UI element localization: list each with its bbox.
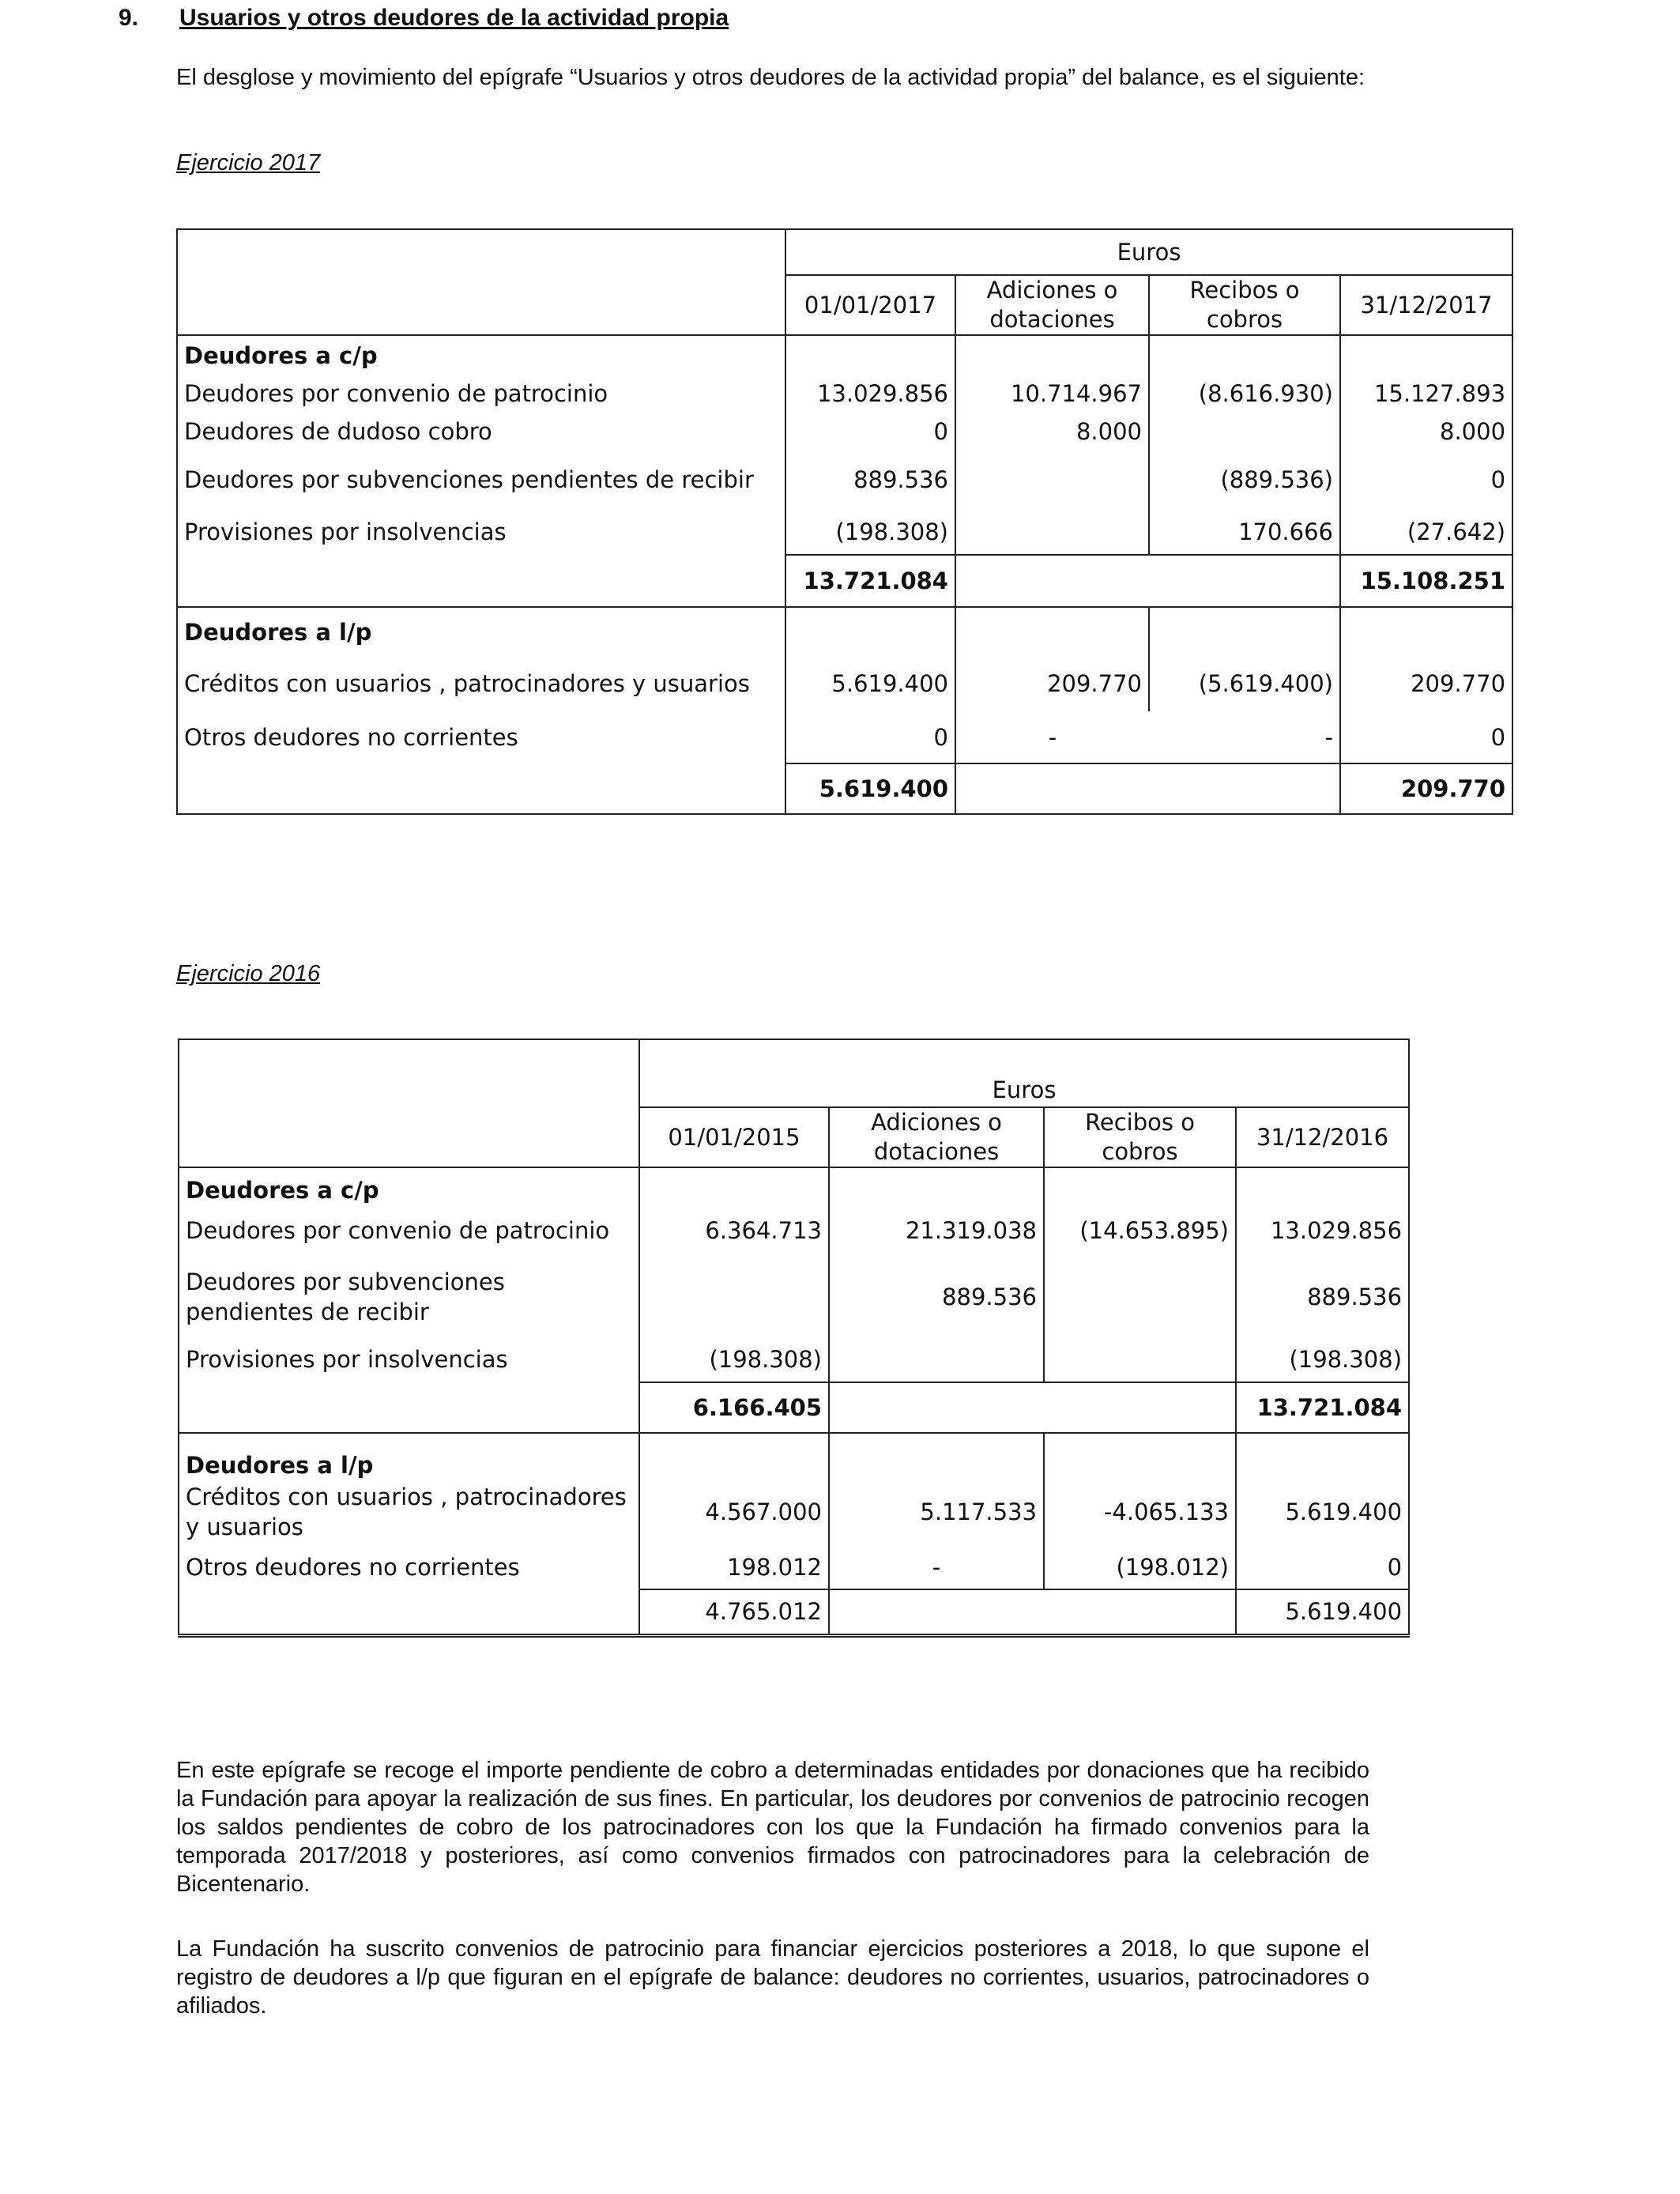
section-number: 9.	[119, 5, 139, 31]
cell: -	[932, 1553, 941, 1581]
row-label: Deudores de dudoso cobro	[177, 413, 785, 450]
cell: (5.619.400)	[1149, 656, 1340, 711]
table-row	[179, 1479, 1409, 1545]
row-label: Otros deudores no corrientes	[179, 1545, 639, 1589]
total-cell: 6.166.405	[639, 1382, 829, 1433]
cell: 0	[1236, 1545, 1409, 1589]
table-total-row	[179, 1589, 1409, 1635]
col-header-closing: 31/12/2017	[1340, 275, 1512, 335]
section-label-lp: Deudores a l/p	[179, 1433, 639, 1479]
cell: 5.619.400	[1236, 1479, 1409, 1545]
table-row	[177, 509, 1512, 555]
cell	[829, 1336, 1044, 1382]
section-title: Usuarios y otros deudores de la actividad propia	[179, 5, 729, 31]
currency-header: Euros	[785, 229, 1512, 275]
cell: -	[1149, 711, 1340, 763]
cell: 209.770	[955, 656, 1149, 711]
col-header-opening: 01/01/2015	[639, 1107, 829, 1167]
cell	[639, 1257, 829, 1336]
table-row	[179, 1257, 1409, 1336]
row-label: Créditos con usuarios , patrocinadores y usuarios	[179, 1479, 639, 1545]
table-row	[177, 656, 1512, 711]
cell: 15.127.893	[1340, 375, 1512, 413]
table-2016	[178, 1039, 1410, 1638]
closing-paragraph-1: En este epígrafe se recoge el importe pendiente de cobro a determinadas entidades por donaciones que ha recibido la Fundación para apoyar la realización de sus fines. En particular, los deudores por convenios de patrocinio recogen los saldos pendientes de cobro de los patrocinadores con los que la Fundación ha firmado convenios para la temporada 2017/2018 y posteriores, así como convenios firmados con patrocinadores para la celebración de Bicentenario.	[176, 1758, 1369, 1897]
col-header-opening: 01/01/2017	[785, 275, 955, 335]
cell: 0	[1340, 450, 1512, 509]
cell: 8.000	[955, 413, 1149, 450]
cell: 5.117.533	[829, 1479, 1044, 1545]
table-row	[177, 413, 1512, 450]
row-label: Deudores por subvenciones pendientes de recibir	[177, 450, 785, 509]
cell: 10.714.967	[955, 375, 1149, 413]
cell: 13.029.856	[1236, 1204, 1409, 1257]
cell: (889.536)	[1149, 450, 1340, 509]
cell	[955, 450, 1149, 509]
cell: (14.653.895)	[1044, 1204, 1236, 1257]
cell: (198.308)	[1236, 1336, 1409, 1382]
cell: (198.012)	[1044, 1545, 1236, 1589]
total-cell: 13.721.084	[1236, 1382, 1409, 1433]
cell: 5.619.400	[785, 656, 955, 711]
table-row	[177, 711, 1512, 763]
total-cell: 4.765.012	[639, 1589, 829, 1635]
row-label: Créditos con usuarios , patrocinadores y usuarios	[177, 656, 785, 711]
cell: (8.616.930)	[1149, 375, 1340, 413]
cell: (198.308)	[785, 509, 955, 555]
cell: 170.666	[1149, 509, 1340, 555]
cell: -4.065.133	[1044, 1479, 1236, 1545]
cell: 0	[1340, 711, 1512, 763]
cell	[955, 509, 1149, 555]
cell	[1149, 413, 1340, 450]
cell: 6.364.713	[639, 1204, 829, 1257]
table-total-row	[179, 1382, 1409, 1433]
table-row	[179, 1204, 1409, 1257]
cell: 198.012	[639, 1545, 829, 1589]
table-row	[179, 1545, 1409, 1589]
section-label-cp: Deudores a c/p	[179, 1167, 639, 1204]
total-cell: 13.721.084	[785, 555, 955, 607]
col-header-closing: 31/12/2016	[1236, 1107, 1409, 1167]
table-header-blank	[177, 229, 785, 335]
intro-paragraph: El desglose y movimiento del epígrafe “Usuarios y otros deudores de la actividad propia” del balance, es el siguiente:	[176, 65, 1365, 90]
row-label: Deudores por convenio de patrocinio	[179, 1204, 639, 1257]
cell	[1044, 1336, 1236, 1382]
caption-2017: Ejercicio 2017	[176, 150, 321, 175]
cell: 21.319.038	[829, 1204, 1044, 1257]
col-header-additions: Adiciones o dotaciones	[829, 1107, 1044, 1167]
cell: 889.536	[829, 1257, 1044, 1336]
col-header-collections: Recibos o cobros	[1149, 275, 1340, 335]
table-row	[177, 450, 1512, 509]
total-cell: 5.619.400	[785, 763, 955, 814]
cell: 0	[785, 413, 955, 450]
row-label: Provisiones por insolvencias	[177, 509, 785, 555]
row-label: Deudores por subvenciones pendientes de recibir	[179, 1257, 639, 1336]
total-cell: 5.619.400	[1236, 1589, 1409, 1635]
row-label: Provisiones por insolvencias	[179, 1336, 639, 1382]
cell: (27.642)	[1340, 509, 1512, 555]
table-total-row	[177, 555, 1512, 607]
cell: 889.536	[1236, 1257, 1409, 1336]
cell: 13.029.856	[785, 375, 955, 413]
section-label-lp: Deudores a l/p	[177, 607, 785, 656]
row-label: Otros deudores no corrientes	[177, 711, 785, 763]
table-2017	[176, 228, 1513, 815]
currency-header: Euros	[639, 1039, 1409, 1107]
section-heading	[119, 5, 729, 32]
row-label: Deudores por convenio de patrocinio	[177, 375, 785, 413]
cell: 0	[785, 711, 955, 763]
table-row	[177, 375, 1512, 413]
table-total-row	[177, 763, 1512, 814]
col-header-collections: Recibos o cobros	[1044, 1107, 1236, 1167]
cell: 209.770	[1340, 656, 1512, 711]
cell: 889.536	[785, 450, 955, 509]
cell: 8.000	[1340, 413, 1512, 450]
col-header-additions: Adiciones o dotaciones	[955, 275, 1149, 335]
cell	[1044, 1257, 1236, 1336]
section-label-cp: Deudores a c/p	[177, 335, 785, 375]
table-header-blank	[179, 1039, 639, 1167]
cell: (198.308)	[639, 1336, 829, 1382]
caption-2016: Ejercicio 2016	[176, 961, 321, 986]
cell: -	[1048, 723, 1057, 751]
total-cell: 209.770	[1340, 763, 1512, 814]
closing-paragraph-2: La Fundación ha suscrito convenios de patrocinio para financiar ejercicios posteriores a 2018, lo que supone el registro de deudores a l/p que figuran en el epígrafe de balance: deudores no corrientes, usuarios, patrocinadores o afiliados.	[176, 1936, 1369, 2019]
cell: 4.567.000	[639, 1479, 829, 1545]
total-cell: 15.108.251	[1340, 555, 1512, 607]
table-row	[179, 1336, 1409, 1382]
